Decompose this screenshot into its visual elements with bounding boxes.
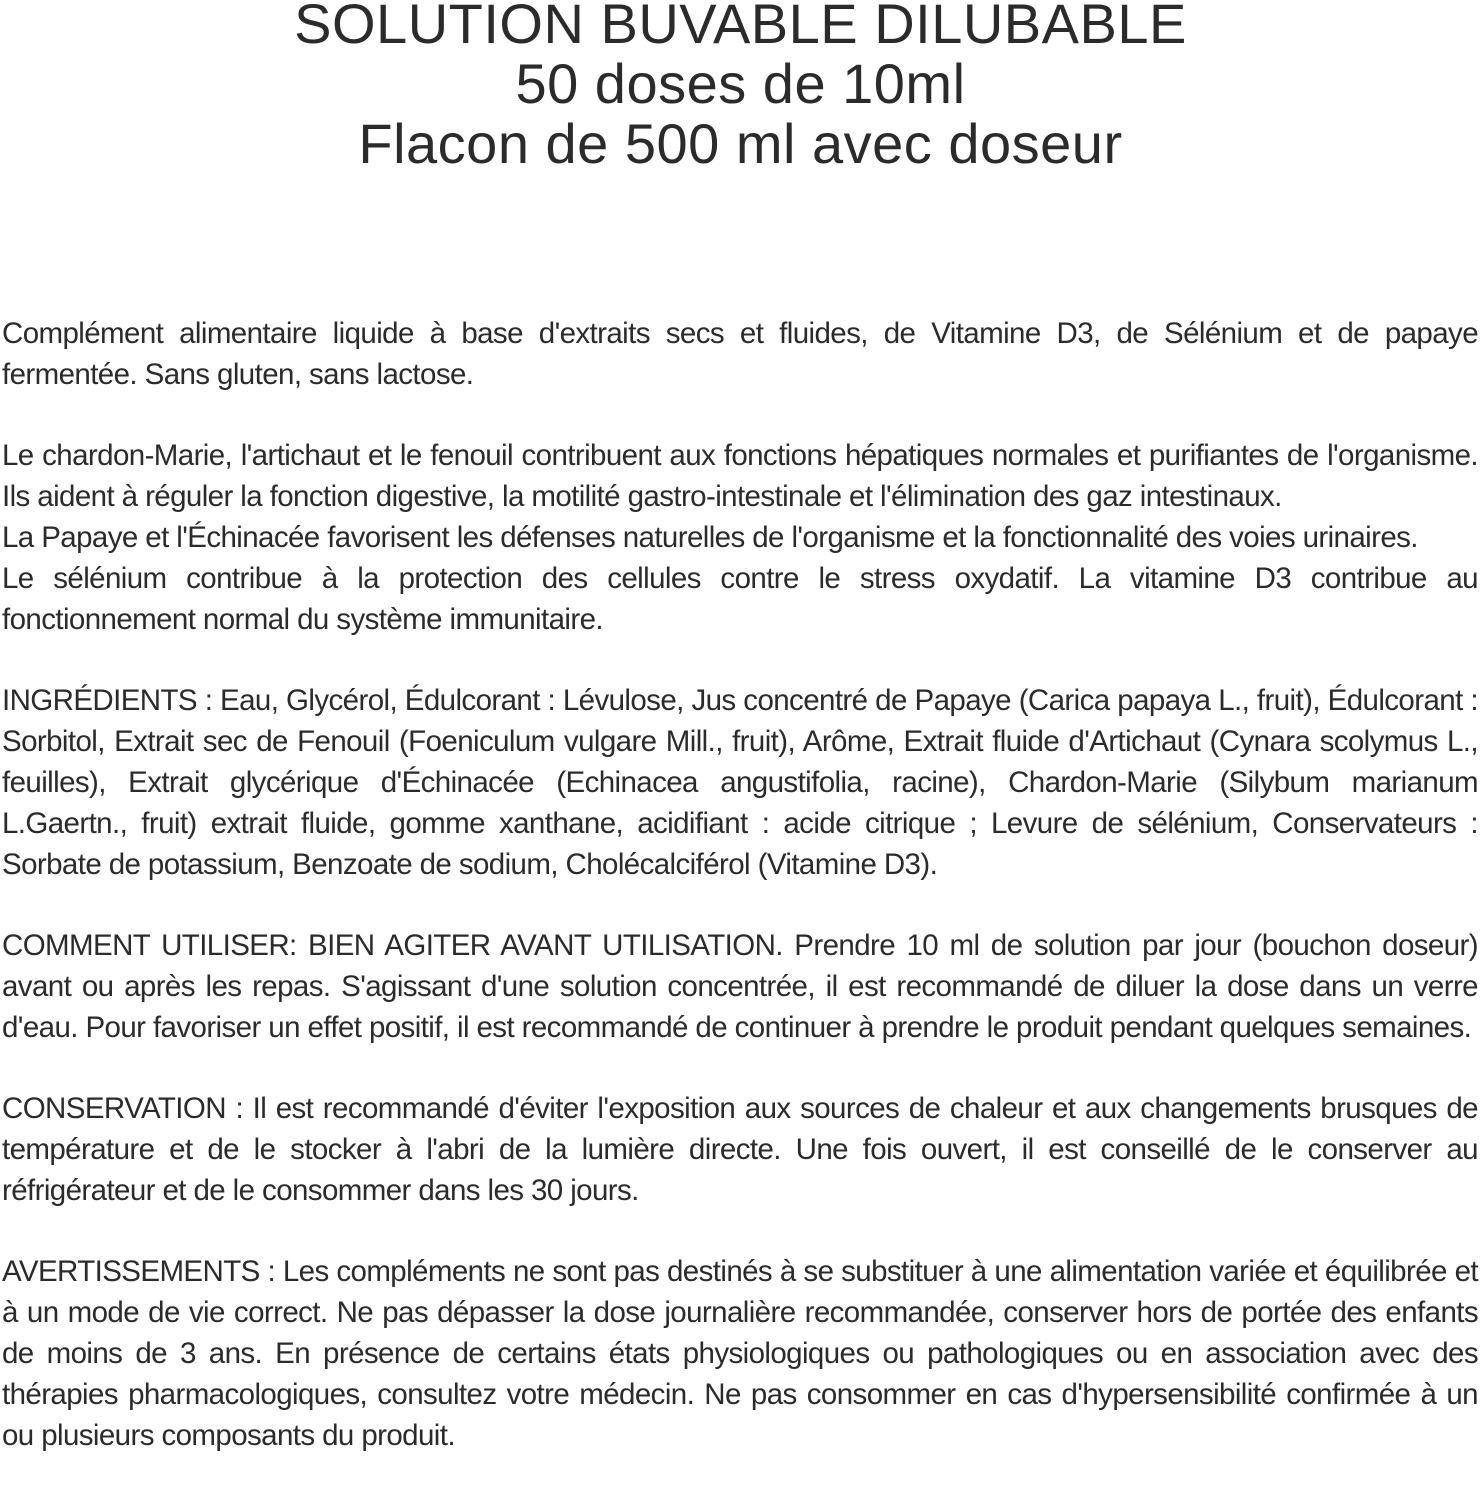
- label-text-body: [2, 313, 1478, 1456]
- title-line-3: Flacon de 500 ml avec doseur: [358, 112, 1123, 175]
- title-line-1: SOLUTION BUVABLE DILUBABLE: [294, 0, 1187, 55]
- title-line-2: 50 doses de 10ml: [515, 52, 966, 115]
- usage-paragraph: COMMENT UTILISER: BIEN AGITER AVANT UTILISATION. Prendre 10 ml de solution par jour (bouchon doseur) avant ou après les repas. S'agissant d'une solution concentrée, il est recommandé de diluer la dose dans un verre d'eau. Pour favoriser un effet positif, il est recommandé de continuer à prendre le produit pendant quelques semaines.: [2, 929, 1478, 1044]
- product-title: [0, 0, 1481, 174]
- warnings-paragraph: AVERTISSEMENTS : Les compléments ne sont pas destinés à se substituer à une alimentation variée et équilibrée et à un mode de vie correct. Ne pas dépasser la dose journalière recommandée, conserver hors de portée des enfants de moins de 3 ans. En présence de certains états physiologiques ou pathologiques ou en association avec des thérapies pharmacologiques, consultez votre médecin. Ne pas consommer en cas d'hypersensibilité confirmée à un ou plusieurs composants du produit.: [2, 1255, 1478, 1452]
- intro-paragraph: Complément alimentaire liquide à base d'extraits secs et fluides, de Vitamine D3, de Sélénium et de papaye fermentée. Sans gluten, sans lactose.: [2, 317, 1478, 391]
- benefits-block: [2, 435, 1478, 640]
- benefits-paragraph-1: Le chardon-Marie, l'artichaut et le fenouil contribuent aux fonctions hépatiques normales et purifiantes de l'organisme. Ils aident à réguler la fonction digestive, la motilité gastro-intestinale et l'élimination des gaz intestinaux.: [2, 439, 1478, 513]
- ingredients-paragraph: INGRÉDIENTS : Eau, Glycérol, Édulcorant : Lévulose, Jus concentré de Papaye (Carica papaya L., fruit), Édulcorant : Sorbitol, Extrait sec de Fenouil (Foeniculum vulgare Mill., fruit), Arôme, Extrait fluide d'Artichaut (Cynara scolymus L., feuilles), Extrait glycérique d'Échinacée (Echinacea angustifolia, racine), Chardon-Marie (Silybum marianum L.Gaertn., fruit) extrait fluide, gomme xanthane, acidifiant : acide citrique ; Levure de sélénium, Conservateurs : Sorbate de potassium, Benzoate de sodium, Cholécalciférol (Vitamine D3).: [2, 684, 1478, 881]
- benefits-paragraph-2: La Papaye et l'Échinacée favorisent les défenses naturelles de l'organisme et la fonctionnalité des voies urinaires.: [2, 521, 1418, 554]
- benefits-paragraph-3: Le sélénium contribue à la protection des cellules contre le stress oxydatif. La vitamine D3 contribue au fonctionnement normal du système immunitaire.: [2, 562, 1478, 636]
- conservation-paragraph: CONSERVATION : Il est recommandé d'éviter l'exposition aux sources de chaleur et aux changements brusques de température et de le stocker à l'abri de la lumière directe. Une fois ouvert, il est conseillé de le conserver au réfrigérateur et de le consommer dans les 30 jours.: [2, 1092, 1478, 1207]
